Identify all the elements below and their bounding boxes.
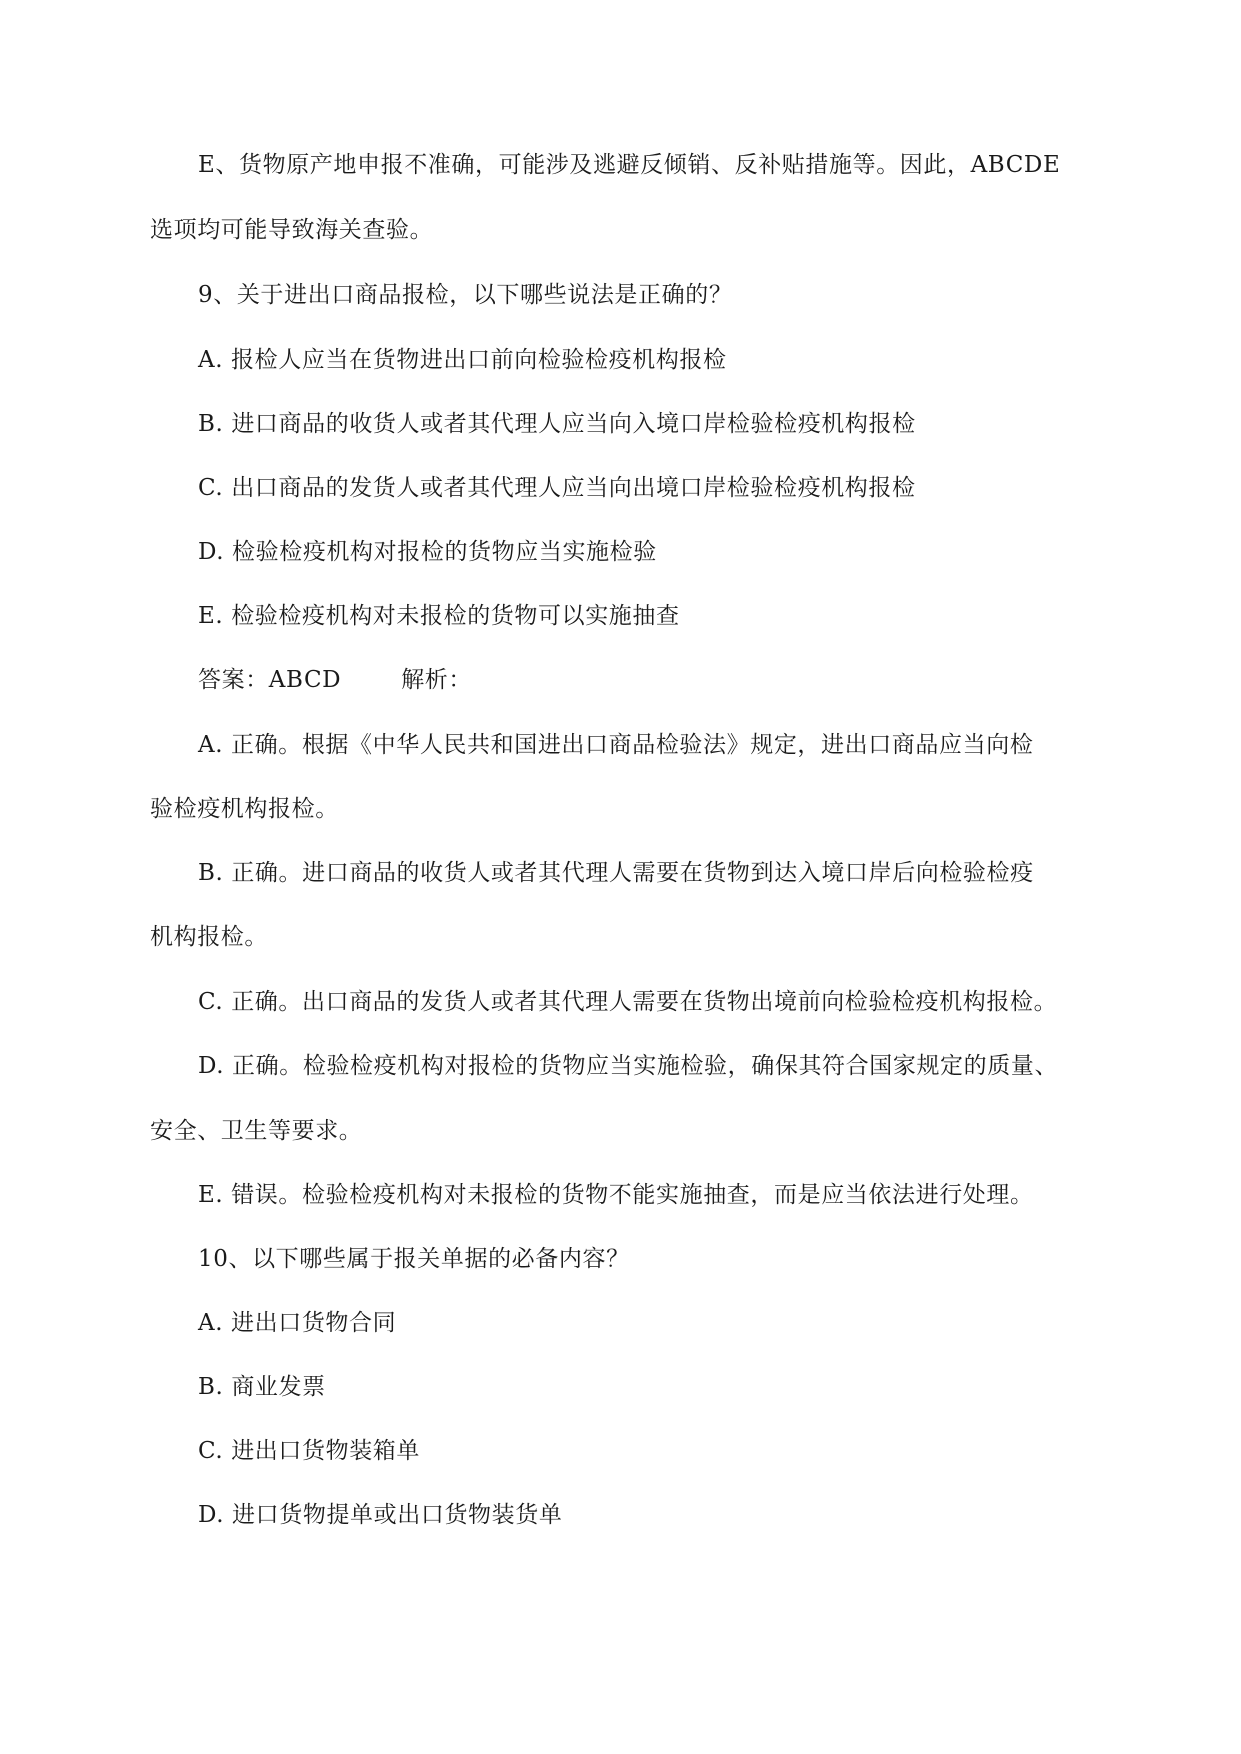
question-heading: 10、以下哪些属于报关单据的必备内容？ [198, 1246, 630, 1272]
analysis-line: 验检疫机构报检。 [150, 796, 339, 822]
analysis-line: E. 错误。检验检疫机构对未报检的货物不能实施抽查，而是应当依法进行处理。 [198, 1182, 1034, 1208]
option-line: B. 商业发票 [198, 1374, 326, 1400]
text-line: E、货物原产地申报不准确，可能涉及逃避反倾销、反补贴措施等。因此，ABCDE [198, 152, 1061, 178]
analysis-line: A. 正确。根据《中华人民共和国进出口商品检验法》规定，进出口商品应当向检 [198, 732, 1034, 758]
analysis-line: 安全、卫生等要求。 [150, 1118, 363, 1144]
text-line: 选项均可能导致海关查验。 [150, 217, 434, 243]
option-line: D. 进口货物提单或出口货物装货单 [198, 1502, 563, 1528]
analysis-line: D. 正确。检验检疫机构对报检的货物应当实施检验，确保其符合国家规定的质量、 [198, 1053, 1059, 1079]
option-line: D. 检验检疫机构对报检的货物应当实施检验 [198, 539, 657, 565]
analysis-label: 解析： [401, 667, 472, 693]
option-line: B. 进口商品的收货人或者其代理人应当向入境口岸检验检疫机构报检 [198, 411, 916, 437]
answer-label: 答案：ABCD [198, 667, 342, 693]
option-line: C. 出口商品的发货人或者其代理人应当向出境口岸检验检疫机构报检 [198, 475, 916, 501]
option-line: A. 报检人应当在货物进出口前向检验检疫机构报检 [198, 347, 727, 373]
analysis-line: B. 正确。进口商品的收货人或者其代理人需要在货物到达入境口岸后向检验检疫 [198, 860, 1034, 886]
answer-line [198, 665, 472, 695]
question-heading: 9、关于进出口商品报检，以下哪些说法是正确的？ [198, 282, 733, 308]
analysis-line: 机构报检。 [150, 924, 268, 950]
analysis-line: C. 正确。出口商品的发货人或者其代理人需要在货物出境前向检验检疫机构报检。 [198, 989, 1058, 1015]
option-line: A. 进出口货物合同 [198, 1310, 397, 1336]
option-line: E. 检验检疫机构对未报检的货物可以实施抽查 [198, 603, 680, 629]
option-line: C. 进出口货物装箱单 [198, 1438, 421, 1464]
